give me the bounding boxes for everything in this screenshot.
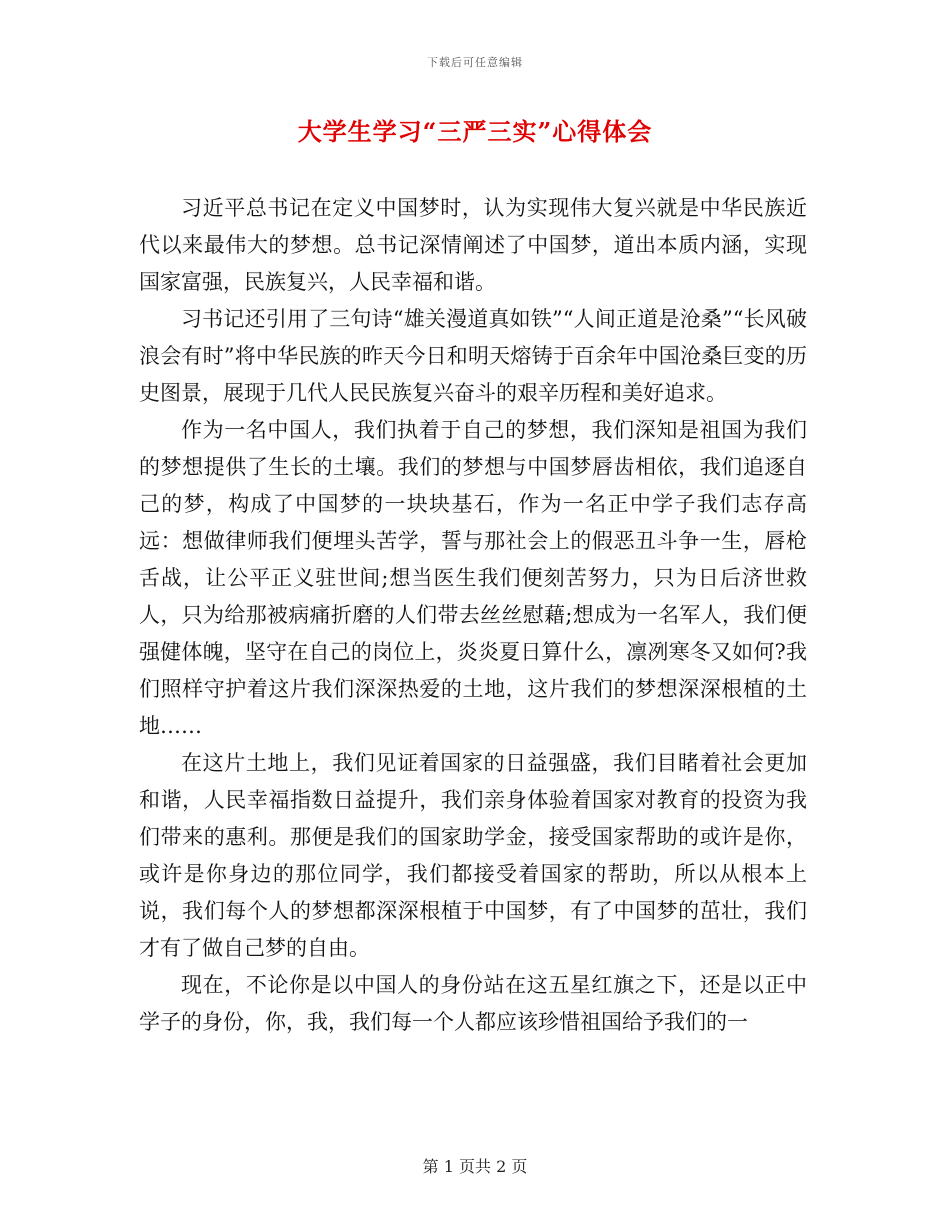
document-body <box>139 190 807 1041</box>
paragraph: 作为一名中国人，我们执着于自己的梦想，我们深知是祖国为我们的梦想提供了生长的土壤。我们的梦想与中国梦唇齿相依，我们追逐自己的梦，构成了中国梦的一块块基石，作为一名正中学子我们志存高远：想做律师我们便埋头苦学，誓与那社会上的假恶丑斗争一生，唇枪舌战，让公平正义驻世间;想当医生我们便刻苦努力，只为日后济世救人，只为给那被病痛折磨的人们带去丝丝慰藉;想成为一名军人，我们便强健体魄，坚守在自己的岗位上，炎炎夏日算什么，凛冽寒冬又如何?我们照样守护着这片我们深深热爱的土地，这片我们的梦想深深根植的土地…… <box>139 418 807 738</box>
paragraph: 现在，不论你是以中国人的身份站在这五星红旗之下，还是以正中学子的身份，你，我，我们每一个人都应该珍惜祖国给予我们的一 <box>139 973 807 1034</box>
paragraph: 在这片土地上，我们见证着国家的日益强盛，我们目睹着社会更加和谐，人民幸福指数日益提升，我们亲身体验着国家对教育的投资为我们带来的惠利。那便是我们的国家助学金，接受国家帮助的或许是你，或许是你身边的那位同学，我们都接受着国家的帮助，所以从根本上说，我们每个人的梦想都深深根植于中国梦，有了中国梦的茁壮，我们才有了做自己梦的自由。 <box>139 751 807 960</box>
paragraph: 习书记还引用了三句诗“雄关漫道真如铁”“人间正道是沧桑”“长风破浪会有时”将中华民族的昨天今日和明天熔铸于百余年中国沧桑巨变的历史图景，展现于几代人民民族复兴奋斗的艰辛历程和美好追求。 <box>139 307 807 405</box>
paragraph: 习近平总书记在定义中国梦时，认为实现伟大复兴就是中华民族近代以来最伟大的梦想。总书记深情阐述了中国梦，道出本质内涵，实现国家富强，民族复兴，人民幸福和谐。 <box>139 196 807 294</box>
page-number: 第 1 页共 2 页 <box>422 1157 528 1176</box>
document-title: 大学生学习“三严三实”心得体会 <box>297 117 653 146</box>
page-header-note: 下载后可任意编辑 <box>427 56 523 69</box>
